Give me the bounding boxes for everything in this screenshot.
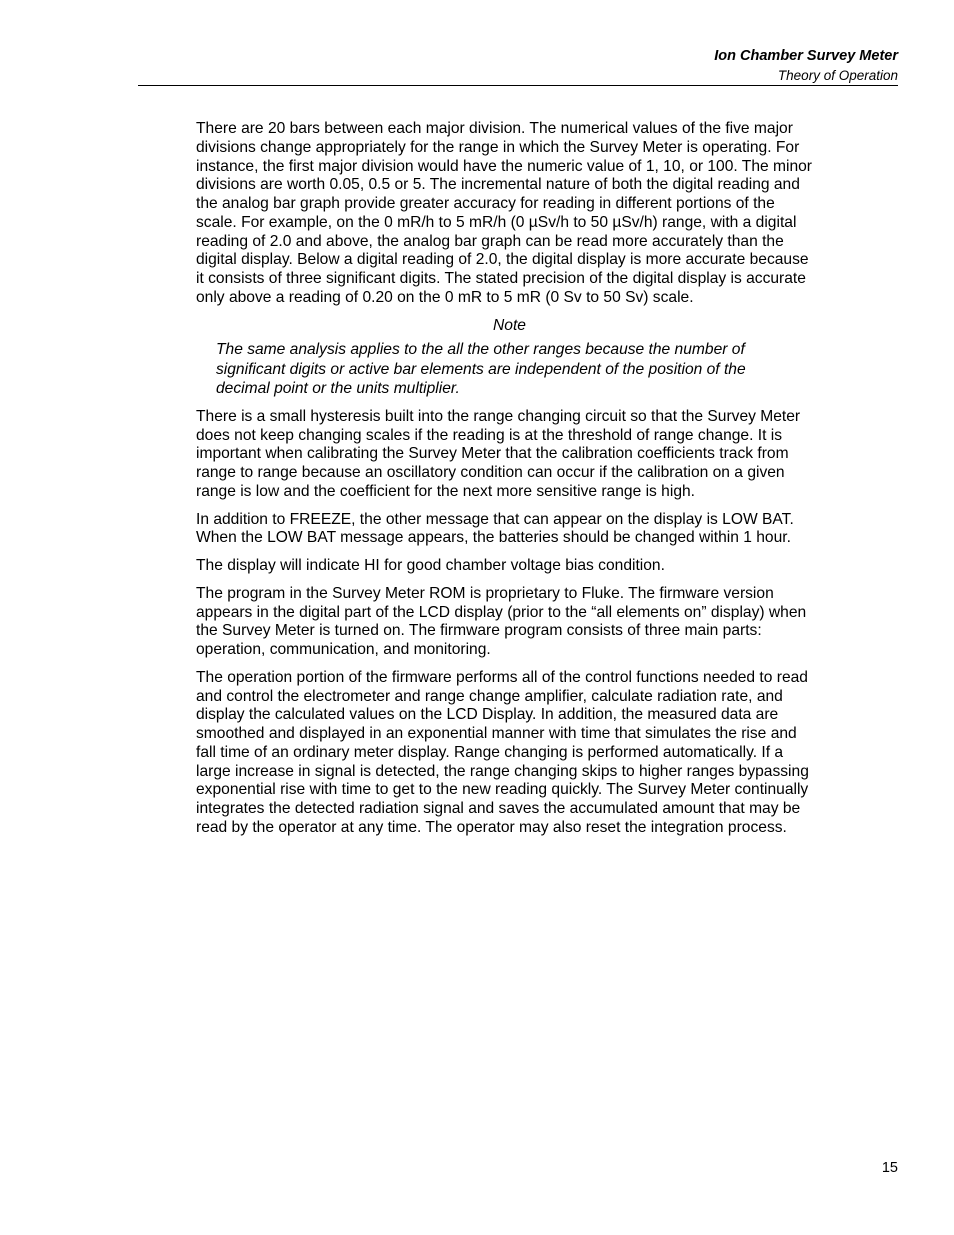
- running-header: [714, 46, 898, 85]
- paragraph-bar-divisions: There are 20 bars between each major division. The numerical values of the five major divisions change appropriately for the range in which the Survey Meter is operating. For instance, the first major division would have the numeric value of 1, 10, or 100. The minor divisions are worth 0.05, 0.5 or 5. The incremental nature of both the digital reading and the analog bar graph provide greater accuracy for reading in different portions of the scale. For example, on the 0 mR/h to 5 mR/h (0 µSv/h to 50 µSv/h) range, with a digital reading of 2.0 and above, the analog bar graph can be read more accurately than the digital display. Below a digital reading of 2.0, the digital display is more accurate because it consists of three significant digits. The stated precision of the digital display is accurate only above a reading of 0.20 on the 0 mR to 5 mR (0 Sv to 50 Sv) scale.: [196, 120, 812, 306]
- paragraph-hi-indicator: The display will indicate HI for good chamber voltage bias condition.: [196, 557, 665, 574]
- header-divider: [138, 85, 898, 86]
- paragraph-hysteresis: There is a small hysteresis built into the range changing circuit so that the Survey Meter does not keep changing scales if the reading is at the threshold of range change. It is important when calibrating the Survey Meter that the calibration coefficients track from range to range because an oscillatory condition can occur if the calibration on a given range is low and the coefficient for the next more sensitive range is high.: [196, 407, 801, 500]
- paragraph-operation: The operation portion of the firmware performs all of the control functions needed to read and control the electrometer and range change amplifier, calculate radiation rate, and display the calculated values on the LCD Display. In addition, the measured data are smoothed and displayed in an exponential manner with time that simulates the rise and fall time of an ordinary meter display. Range changing is performed automatically. If a large increase in signal is detected, the range changing skips to higher ranges bypassing exponential rise with time to get to the new reading quickly. The Survey Meter continually integrates the detected radiation signal and saves the accumulated amount that may be read by the operator at any time. The operator may also reset the integration process.: [196, 668, 809, 836]
- body-text: [196, 120, 818, 847]
- page-number: 15: [881, 1160, 898, 1176]
- note-block: [196, 317, 818, 399]
- note-label: Note: [493, 316, 526, 334]
- note-text: The same analysis applies to the all the other ranges because the number of significant digits or active bar elements are independent of the position of the decimal point or the units multiplier.: [216, 341, 746, 398]
- paragraph-low-bat: In addition to FREEZE, the other message that can appear on the display is LOW BAT. When the LOW BAT message appears, the batteries should be changed within 1 hour.: [196, 510, 794, 547]
- header-subtitle: Theory of Operation: [777, 68, 898, 83]
- paragraph-firmware: The program in the Survey Meter ROM is proprietary to Fluke. The firmware version appears in the digital part of the LCD display (prior to the “all elements on” display) when the Survey Meter is turned on. The firmware program consists of three main parts: operation, communication, and monitoring.: [196, 584, 807, 658]
- header-title: Ion Chamber Survey Meter: [714, 48, 898, 64]
